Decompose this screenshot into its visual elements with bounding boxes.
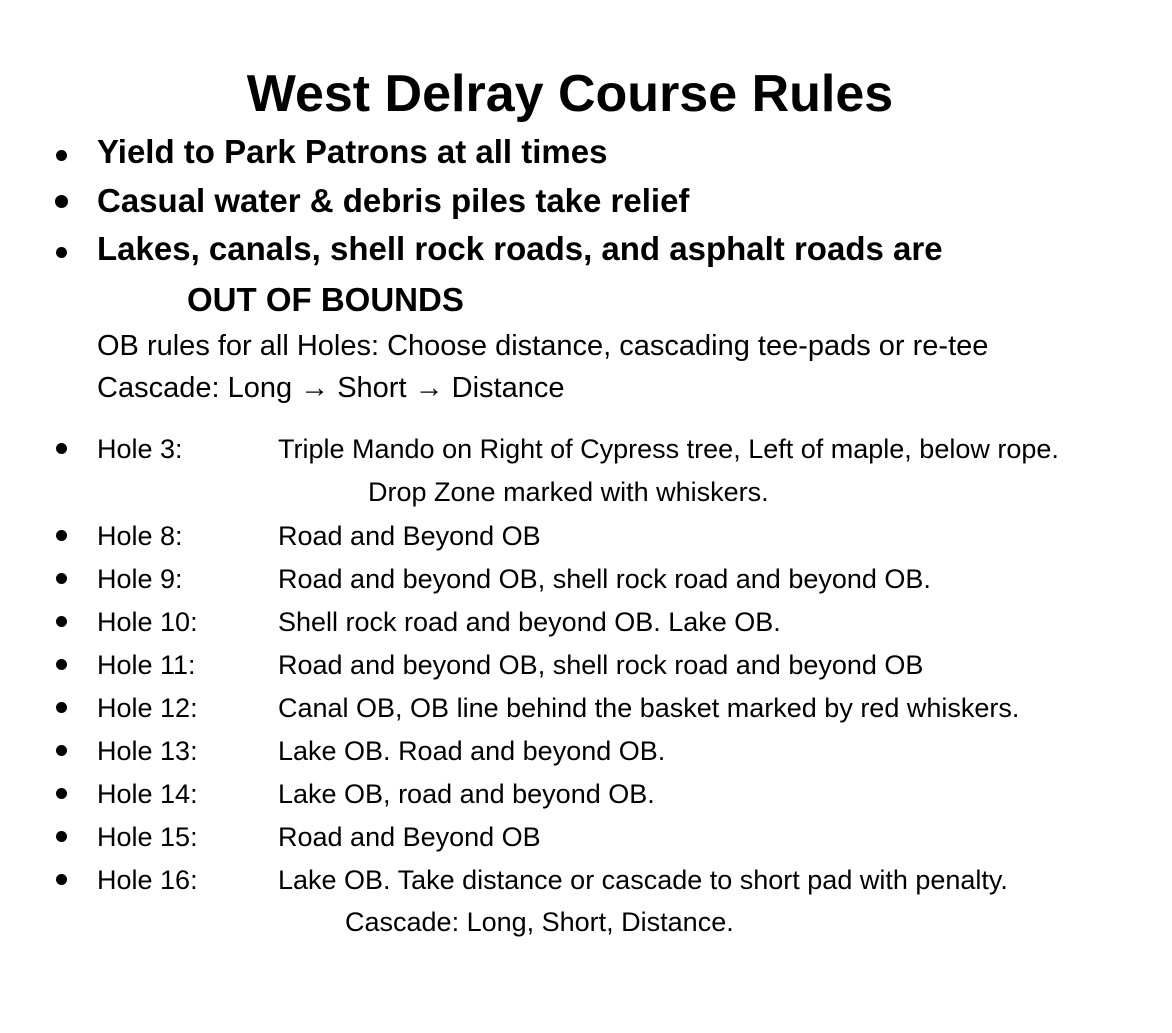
hole-label: Hole 11: bbox=[97, 650, 196, 680]
hole-rule: Road and Beyond OB bbox=[278, 822, 541, 852]
rule-casual-water: Casual water & debris piles take relief bbox=[97, 182, 690, 219]
cascade-note: Cascade: Long → Short → Distance bbox=[97, 372, 565, 404]
hole-label: Hole 8: bbox=[97, 521, 183, 551]
hole-rule: Shell rock road and beyond OB. Lake OB. bbox=[278, 607, 781, 637]
hole-label: Hole 14: bbox=[97, 779, 198, 809]
bullet-icon bbox=[56, 530, 67, 541]
bullet-icon bbox=[56, 659, 67, 670]
hole-rule: Road and beyond OB, shell rock road and beyond OB bbox=[278, 650, 924, 680]
hole-label: Hole 12: bbox=[97, 693, 198, 723]
bullet-icon bbox=[56, 745, 67, 756]
rule-out-of-bounds: Lakes, canals, shell rock roads, and asphalt roads are bbox=[97, 230, 943, 267]
page-title: West Delray Course Rules bbox=[246, 65, 894, 123]
hole-label: Hole 16: bbox=[97, 865, 198, 895]
bullet-icon bbox=[56, 443, 67, 454]
hole-label: Hole 10: bbox=[97, 607, 198, 637]
rule-yield: Yield to Park Patrons at all times bbox=[97, 133, 608, 170]
hole-rule: Road and Beyond OB bbox=[278, 521, 541, 551]
ob-rules-note: OB rules for all Holes: Choose distance, cascading tee-pads or re-tee bbox=[97, 330, 989, 362]
hole-rule: Lake OB, road and beyond OB. bbox=[278, 779, 655, 809]
hole-rule-note: Drop Zone marked with whiskers. bbox=[368, 477, 769, 507]
bullet-icon bbox=[56, 573, 67, 584]
hole-label: Hole 15: bbox=[97, 822, 198, 852]
bullet-icon bbox=[56, 874, 67, 885]
bullet-icon bbox=[56, 616, 67, 627]
hole-label: Hole 9: bbox=[97, 564, 183, 594]
hole-label: Hole 3: bbox=[97, 434, 183, 464]
bullet-icon bbox=[56, 788, 67, 799]
bullet-icon bbox=[56, 150, 67, 161]
bullet-icon bbox=[56, 247, 67, 258]
hole-rule: Lake OB. Take distance or cascade to short pad with penalty. bbox=[278, 865, 1008, 895]
hole-rule: Road and beyond OB, shell rock road and beyond OB. bbox=[278, 564, 931, 594]
hole-rule: Lake OB. Road and beyond OB. bbox=[278, 736, 666, 766]
bullet-icon bbox=[55, 195, 68, 208]
bullet-icon bbox=[56, 702, 67, 713]
hole-rule: Triple Mando on Right of Cypress tree, Left of maple, below rope. bbox=[278, 434, 1059, 464]
out-of-bounds-heading: OUT OF BOUNDS bbox=[187, 281, 464, 318]
hole-rule: Canal OB, OB line behind the basket marked by red whiskers. bbox=[278, 693, 1020, 723]
hole-label: Hole 13: bbox=[97, 736, 198, 766]
hole-rule-note: Cascade: Long, Short, Distance. bbox=[345, 907, 734, 937]
bullet-icon bbox=[56, 831, 67, 842]
